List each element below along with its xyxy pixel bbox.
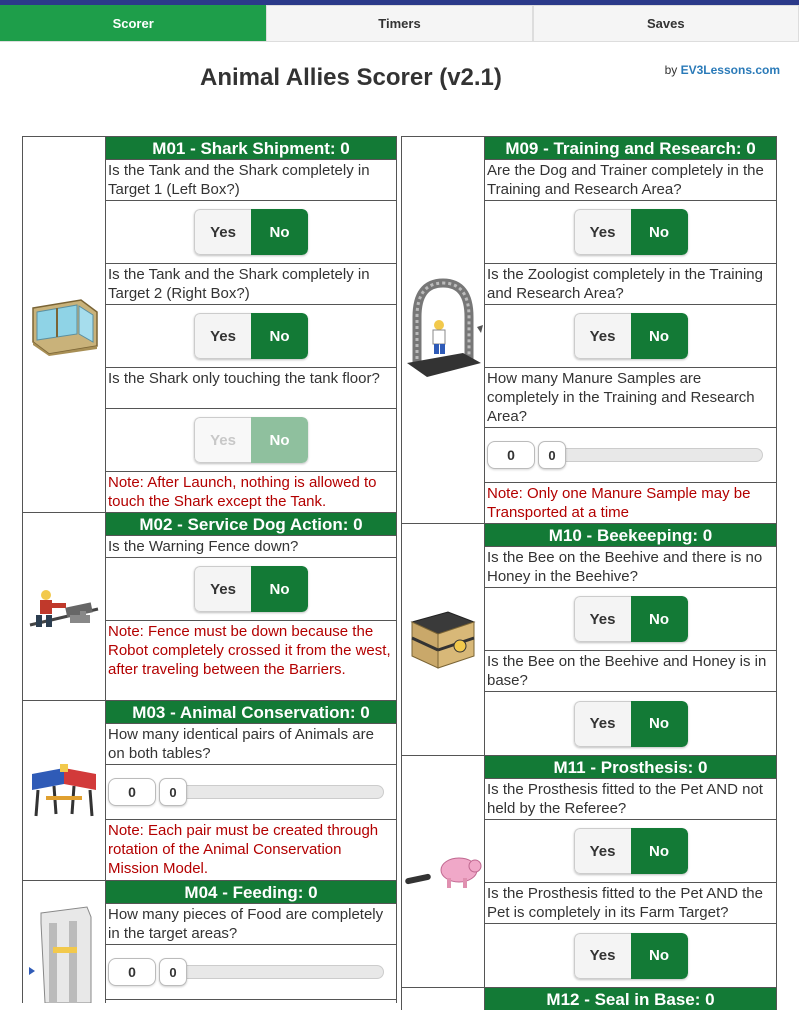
m01-q1-yes-button[interactable]: Yes	[194, 209, 251, 255]
m03-question-1: How many identical pairs of Animals are on both tables?	[106, 724, 396, 765]
m09-q1-no-button[interactable]: No	[631, 209, 688, 255]
m11-toggle-2-row	[485, 924, 776, 987]
m09-question-2: Is the Zoologist completely in the Training and Research Area?	[485, 264, 776, 305]
m10-toggle-2	[574, 701, 688, 747]
service-dog-icon	[23, 513, 106, 700]
m01-q2-yes-button[interactable]: Yes	[194, 313, 251, 359]
m02-toggle-1	[194, 566, 308, 612]
m09-toggle-1	[574, 209, 688, 255]
m09-number-input[interactable]: 0	[487, 441, 535, 469]
seal-icon	[402, 988, 485, 1010]
m10-question-1: Is the Bee on the Beehive and there is no Honey in the Beehive?	[485, 547, 776, 588]
m01-question-1: Is the Tank and the Shark completely in Target 1 (Left Box?)	[106, 160, 396, 201]
m02-header: M02 - Service Dog Action: 0	[106, 513, 396, 536]
m10-q2-no-button[interactable]: No	[631, 701, 688, 747]
m10-question-2: Is the Bee on the Beehive and Honey is in base?	[485, 651, 776, 692]
m11-question-1: Is the Prosthesis fitted to the Pet AND not held by the Referee?	[485, 779, 776, 820]
m11-q2-no-button[interactable]: No	[631, 933, 688, 979]
m01-toggle-1-row	[106, 201, 396, 264]
page-title: Animal Allies Scorer (v2.1)	[200, 64, 502, 91]
tab-scorer[interactable]: Scorer	[0, 5, 266, 41]
m04-question-1: How many pieces of Food are completely in the target areas?	[106, 904, 396, 945]
m03-header: M03 - Animal Conservation: 0	[106, 701, 396, 724]
mission-m09	[401, 136, 777, 524]
mission-m12	[401, 988, 777, 1010]
tab-timers[interactable]: Timers	[266, 5, 532, 41]
m09-question-3: How many Manure Samples are completely in the Training and Research Area?	[485, 368, 776, 428]
m02-toggle-1-row	[106, 558, 396, 621]
m11-q1-yes-button[interactable]: Yes	[574, 828, 631, 874]
m10-toggle-2-row	[485, 692, 776, 755]
m01-toggle-3	[194, 417, 308, 463]
m01-toggle-3-row	[106, 409, 396, 472]
m01-q2-no-button[interactable]: No	[251, 313, 308, 359]
training-arch-icon	[402, 137, 485, 523]
m09-note: Note: Only one Manure Sample may be Transported at a time	[487, 485, 751, 521]
m09-q2-no-button[interactable]: No	[631, 313, 688, 359]
m11-header: M11 - Prosthesis: 0	[485, 756, 776, 779]
m10-header: M10 - Beekeeping: 0	[485, 524, 776, 547]
prosthesis-pig-icon	[402, 756, 485, 987]
m09-toggle-2-row	[485, 305, 776, 368]
m09-toggle-2	[574, 313, 688, 359]
m02-q1-yes-button[interactable]: Yes	[194, 566, 251, 612]
m09-q2-yes-button[interactable]: Yes	[574, 313, 631, 359]
missions-left-column	[22, 136, 397, 1003]
m01-q1-no-button[interactable]: No	[251, 209, 308, 255]
m04-header: M04 - Feeding: 0	[106, 881, 396, 904]
m11-q2-yes-button[interactable]: Yes	[574, 933, 631, 979]
m09-slider-thumb[interactable]: 0	[538, 441, 566, 469]
mission-m02	[22, 513, 397, 701]
shark-tank-icon	[23, 137, 106, 512]
m11-q1-no-button[interactable]: No	[631, 828, 688, 874]
m03-note: Note: Each pair must be created through rotation of the Animal Conservation Mission Model.	[108, 822, 379, 877]
m01-question-3: Is the Shark only touching the tank floor?	[106, 368, 396, 409]
m04-slider-thumb[interactable]: 0	[159, 958, 187, 986]
m01-toggle-2-row	[106, 305, 396, 368]
m03-slider-row	[106, 765, 396, 820]
m04-slider-row	[106, 945, 396, 1000]
m09-question-1: Are the Dog and Trainer completely in the Training and Research Area?	[485, 160, 776, 201]
m10-q2-yes-button[interactable]: Yes	[574, 701, 631, 747]
beehive-icon	[402, 524, 485, 755]
mission-m01	[22, 136, 397, 513]
m10-toggle-1-row	[485, 588, 776, 651]
m09-slider-row	[485, 428, 776, 483]
ev3lessons-link[interactable]: EV3Lessons.com	[680, 63, 780, 77]
m10-toggle-1	[574, 596, 688, 642]
m04-slider-track[interactable]	[162, 965, 384, 979]
mission-m03	[22, 701, 397, 881]
m11-toggle-1-row	[485, 820, 776, 883]
byline	[665, 63, 780, 77]
m09-toggle-1-row	[485, 201, 776, 264]
m09-q1-yes-button[interactable]: Yes	[574, 209, 631, 255]
m11-toggle-2	[574, 933, 688, 979]
m03-slider-track[interactable]	[162, 785, 384, 799]
missions-right-column	[401, 136, 777, 1010]
animal-conservation-icon	[23, 701, 106, 880]
tab-bar	[0, 5, 799, 42]
m10-q1-no-button[interactable]: No	[631, 596, 688, 642]
m12-header: M12 - Seal in Base: 0	[485, 988, 776, 1010]
m02-q1-no-button[interactable]: No	[251, 566, 308, 612]
m01-toggle-1	[194, 209, 308, 255]
m02-question-1: Is the Warning Fence down?	[106, 536, 396, 558]
m01-header: M01 - Shark Shipment: 0	[106, 137, 396, 160]
m01-q3-no-button[interactable]: No	[251, 417, 308, 463]
m01-note: Note: After Launch, nothing is allowed to touch the Shark except the Tank.	[108, 474, 377, 510]
m03-number-input[interactable]: 0	[108, 778, 156, 806]
m04-number-input[interactable]: 0	[108, 958, 156, 986]
tab-saves[interactable]: Saves	[533, 5, 799, 41]
m01-question-2: Is the Tank and the Shark completely in Target 2 (Right Box?)	[106, 264, 396, 305]
mission-m11	[401, 756, 777, 988]
m11-question-2: Is the Prosthesis fitted to the Pet AND the Pet is completely in its Farm Target?	[485, 883, 776, 924]
m03-slider-thumb[interactable]: 0	[159, 778, 187, 806]
m09-header: M09 - Training and Research: 0	[485, 137, 776, 160]
mission-m04	[22, 881, 397, 1003]
m02-note: Note: Fence must be down because the Robot completely crossed it from the west, after traveling between the Barriers.	[108, 623, 391, 678]
feeding-icon	[23, 881, 106, 1003]
mission-m10	[401, 524, 777, 756]
m10-q1-yes-button[interactable]: Yes	[574, 596, 631, 642]
m01-toggle-2	[194, 313, 308, 359]
m01-q3-yes-button[interactable]: Yes	[194, 417, 251, 463]
m09-slider-track[interactable]	[541, 448, 763, 462]
m11-toggle-1	[574, 828, 688, 874]
byline-prefix: by	[664, 63, 678, 77]
